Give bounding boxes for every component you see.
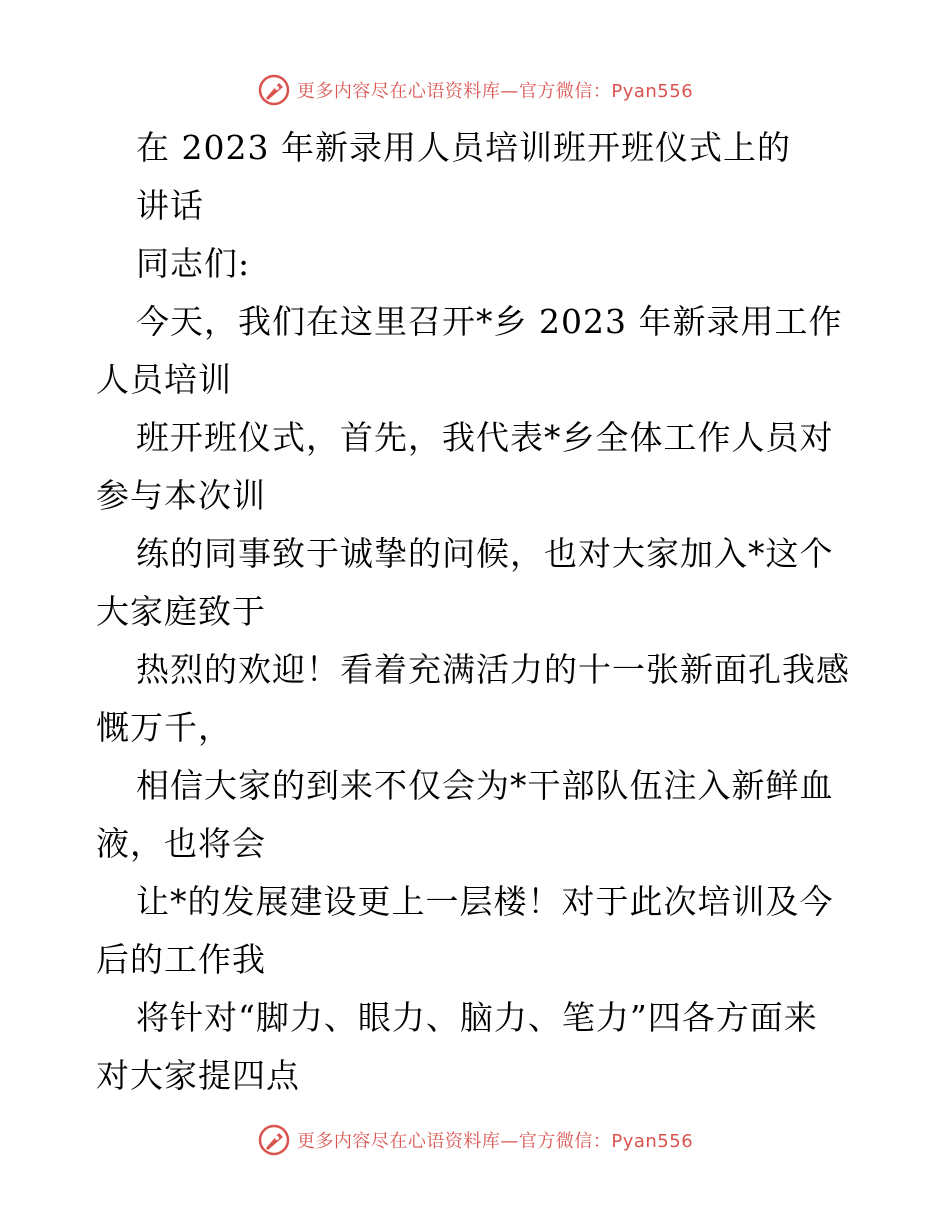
banner-text: 更多内容尽在心语资料库—官方微信：Pyan556 [296, 81, 694, 102]
paragraph-line: 让*的发展建设更上一层楼！对于此次培训及今 [136, 882, 834, 921]
title-line-1: 在 2023 年新录用人员培训班开班仪式上的 [136, 128, 791, 167]
paragraph-line: 液，也将会 [96, 824, 266, 863]
paragraph-line: 相信大家的到来不仅会为*干部队伍注入新鲜血 [136, 766, 834, 805]
paragraph-line: 班开班仪式，首先，我代表*乡全体工作人员对 [136, 418, 834, 457]
paragraph-line: 将针对“脚力、眼力、脑力、笔力”四各方面来 [136, 998, 818, 1037]
title-line-2: 讲话 [136, 186, 204, 225]
paragraph-line: 人员培训 [96, 360, 232, 399]
paragraph-line: 今天，我们在这里召开*乡 2023 年新录用工作 [136, 302, 843, 341]
paragraph-line: 练的同事致于诚挚的问候，也对大家加入*这个 [136, 534, 834, 573]
paragraph-line: 后的工作我 [96, 940, 266, 979]
paragraph-line: 参与本次训 [96, 476, 266, 515]
footer-banner [0, 1120, 950, 1160]
banner-text: 更多内容尽在心语资料库—官方微信：Pyan556 [296, 1131, 694, 1152]
pen-nib-logo-icon [257, 1123, 291, 1157]
paragraph-line: 对大家提四点 [96, 1056, 300, 1095]
header-banner [0, 70, 950, 110]
paragraph-line: 热烈的欢迎！看着充满活力的十一张新面孔我感 [136, 650, 850, 689]
paragraph-line: 慨万千， [96, 708, 232, 747]
paragraph-line: 大家庭致于 [96, 592, 266, 631]
salutation: 同志们: [136, 244, 251, 283]
pen-nib-logo-icon [257, 73, 291, 107]
